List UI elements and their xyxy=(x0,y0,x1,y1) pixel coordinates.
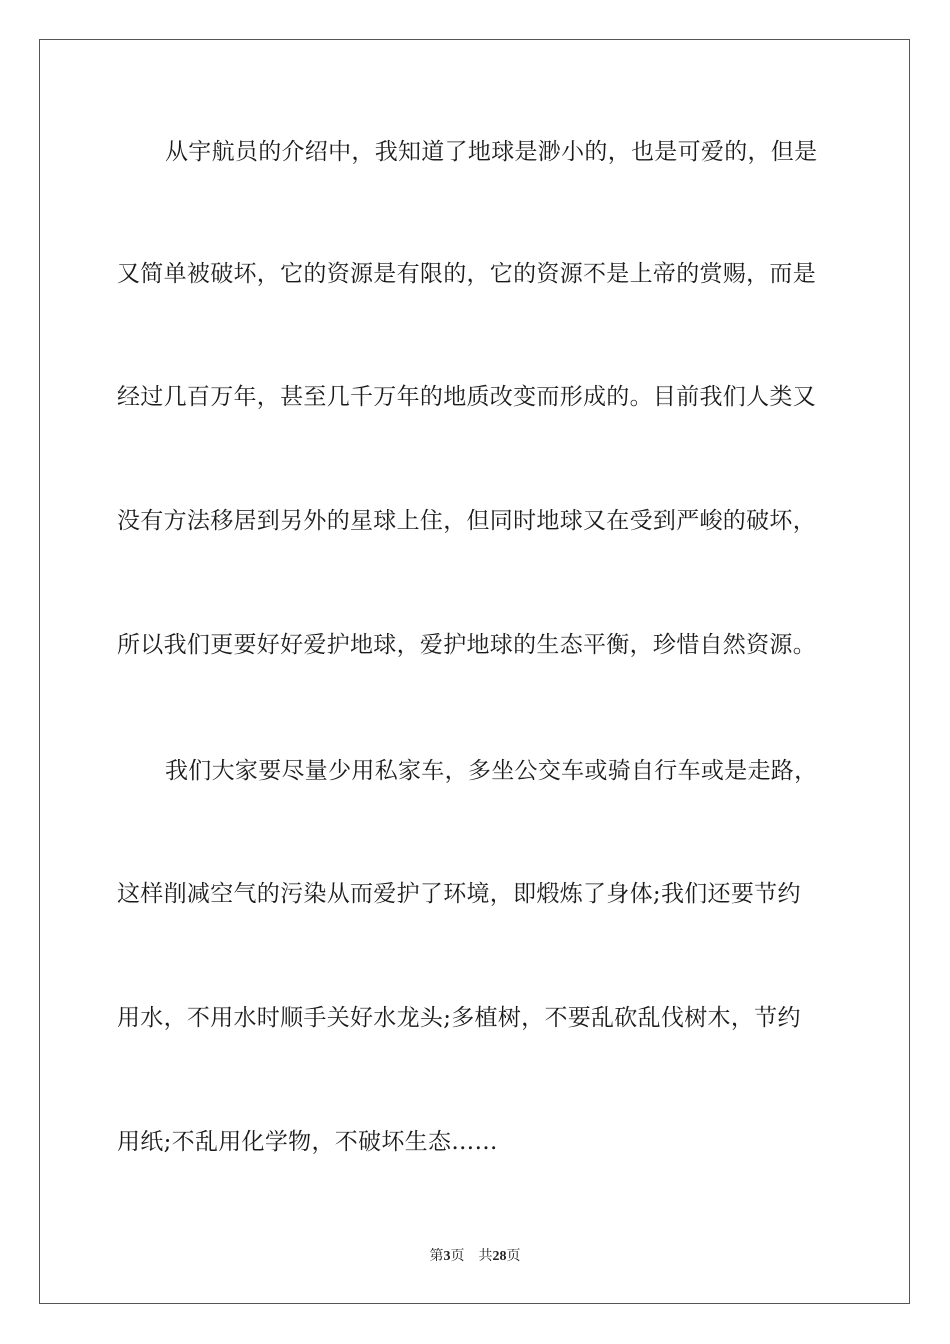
total-pages: 28 xyxy=(492,1249,507,1264)
paragraph-2-line-1: 我们大家要尽量少用私家车，多坐公交车或骑自行车或是走路， xyxy=(165,758,818,784)
paragraph-1-line-1: 从宇航员的介绍中，我知道了地球是渺小的，也是可爱的，但是 xyxy=(165,139,818,165)
page-footer xyxy=(0,1248,950,1266)
paragraph-1-line-4: 没有方法移居到另外的星球上住，但同时地球又在受到严峻的破坏， xyxy=(117,508,816,534)
total-suffix: 页 xyxy=(506,1249,521,1264)
paragraph-2-line-3: 用水，不用水时顺手关好水龙头;多植树，不要乱砍乱伐树木，节约 xyxy=(117,1005,801,1031)
total-prefix: 共 xyxy=(478,1249,493,1264)
paragraph-2-line-4: 用纸;不乱用化学物，不破坏生态…… xyxy=(117,1129,498,1155)
paragraph-2-line-2: 这样削减空气的污染从而爱护了环境，即煅炼了身体;我们还要节约 xyxy=(117,881,801,907)
page-border xyxy=(39,39,910,1304)
paragraph-1-line-3: 经过几百万年，甚至几千万年的地质改变而形成的。目前我们人类又 xyxy=(117,384,816,410)
paragraph-1-line-5: 所以我们更要好好爱护地球，爱护地球的生态平衡，珍惜自然资源。 xyxy=(117,632,816,658)
page-prefix: 第 xyxy=(429,1249,444,1264)
page-suffix: 页 xyxy=(450,1249,465,1264)
page-number: 3 xyxy=(443,1249,451,1264)
paragraph-1-line-2: 又简单被破坏，它的资源是有限的，它的资源不是上帝的赏赐，而是 xyxy=(117,261,816,287)
